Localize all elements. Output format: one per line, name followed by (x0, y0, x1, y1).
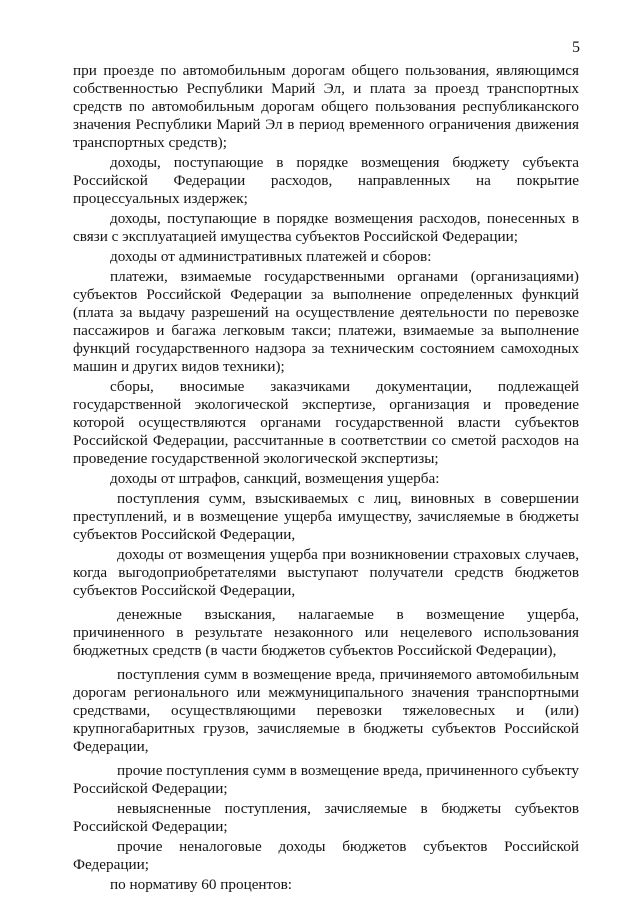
paragraph: денежные взыскания, налагаемые в возмещение ущерба, причиненного в результате незаконного или нецелевого использования бюджетных средств (в части бюджетов субъектов Российской Федерации), (73, 606, 579, 659)
document-body (73, 62, 579, 896)
paragraph: доходы от возмещения ущерба при возникновении страховых случаев, когда выгодоприобретателями выступают получатели средств бюджетов субъектов Российской Федерации, (73, 546, 579, 599)
paragraph: доходы, поступающие в порядке возмещения расходов, понесенных в связи с эксплуатацией имущества субъектов Российской Федерации; (73, 210, 579, 245)
paragraph: прочие поступления сумм в возмещение вреда, причиненного субъекту Российской Федерации; (73, 762, 579, 797)
paragraph: при проезде по автомобильным дорогам общего пользования, являющимся собственностью Республики Марий Эл, и плата за проезд транспортных средств по автомобильным дорогам общего пользования республиканского значения Республики Марий Эл в период временного ограничения движения транспортных средств); (73, 62, 579, 151)
paragraph: невыясненные поступления, зачисляемые в бюджеты субъектов Российской Федерации; (73, 800, 579, 835)
page-number: 5 (572, 39, 580, 56)
paragraph: доходы от штрафов, санкций, возмещения ущерба: (110, 470, 440, 487)
paragraph: по нормативу 60 процентов: (110, 876, 292, 893)
paragraph: поступления сумм, взыскиваемых с лиц, виновных в совершении преступлений, и в возмещение ущерба имуществу, зачисляемые в бюджеты субъектов Российской Федерации, (73, 490, 579, 543)
paragraph: доходы, поступающие в порядке возмещения бюджету субъекта Российской Федерации расходов, направленных на покрытие процессуальных издержек; (73, 154, 579, 207)
paragraph: поступления сумм в возмещение вреда, причиняемого автомобильным дорогам регионального или межмуниципального значения транспортными средствами, осуществляющими перевозки тяжеловесных и (или) крупногабаритных грузов, зачисляемые в бюджеты субъектов Российской Федерации, (73, 666, 579, 755)
paragraph: сборы, вносимые заказчиками документации, подлежащей государственной экологической экспертизе, организация и проведение которой осуществляются органами государственной власти субъектов Российской Федерации, рассчитанные в соответствии со сметой расходов на проведение государственной экологической экспертизы; (73, 378, 579, 467)
paragraph: прочие неналоговые доходы бюджетов субъектов Российской Федерации; (73, 838, 579, 873)
paragraph: платежи, взимаемые государственными органами (организациями) субъектов Российской Федерации за выполнение определенных функций (плата за выдачу разрешений на осуществление деятельности по перевозке пассажиров и багажа легковым такси; платежи, взимаемые за выполнение функций государственного надзора за техническим состоянием самоходных машин и других видов техники); (73, 268, 579, 375)
paragraph: доходы от административных платежей и сборов: (110, 248, 432, 265)
